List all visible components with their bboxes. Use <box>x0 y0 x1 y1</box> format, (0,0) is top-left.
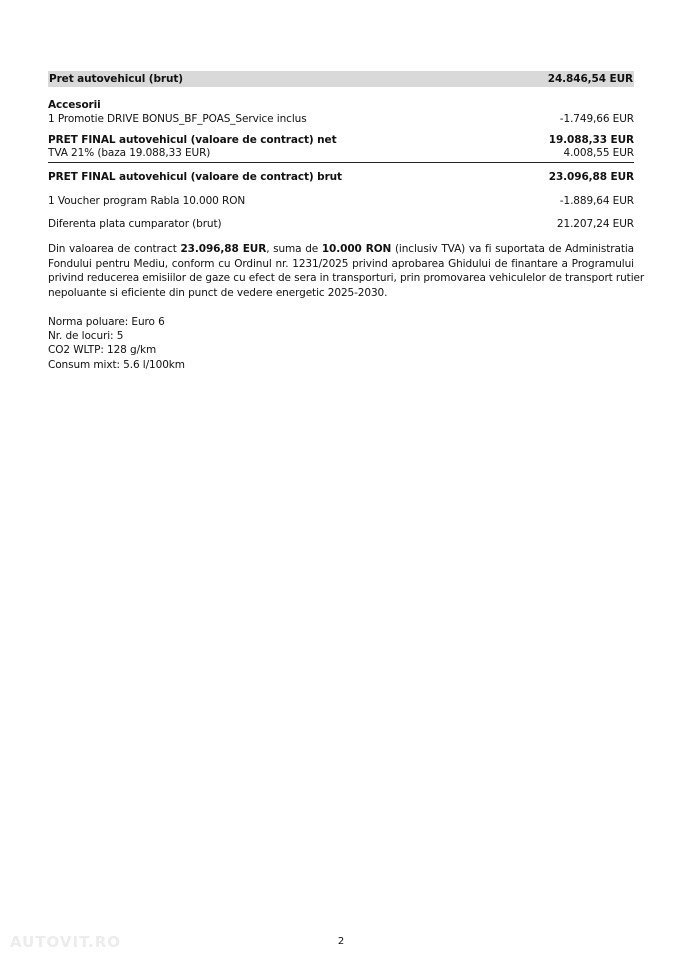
paragraph-line-1: Din valoarea de contract 23.096,88 EUR, suma de 10.000 RON (inclusiv TVA) va fi suportata de Administratia <box>48 243 635 255</box>
subsidy-amount: 10.000 RON <box>321 243 392 255</box>
final-net-row <box>48 134 634 146</box>
spec-consumption: Consum mixt: 5.6 l/100km <box>48 358 185 371</box>
vat-label: TVA 21% (baza 19.088,33 EUR) <box>48 147 211 159</box>
paragraph-line-4: nepoluante si eficiente din punct de vedere energetic 2025-2030. <box>48 286 388 299</box>
final-net-label: PRET FINAL autovehicul (valoare de contract) net <box>48 134 337 146</box>
paragraph-line-2: Fondului pentru Mediu, conform cu Ordinul nr. 1231/2025 privind aprobarea Ghidului de finantare a Programului <box>48 257 634 270</box>
final-gross-label: PRET FINAL autovehicul (valoare de contract) brut <box>48 171 342 183</box>
spec-co2: CO2 WLTP: 128 g/km <box>48 344 157 357</box>
price-gross-label: Pret autovehicul (brut) <box>49 73 183 85</box>
voucher-row <box>48 195 634 207</box>
watermark-logo: AUTOVIT.RO <box>10 933 122 951</box>
accessories-heading: Accesorii <box>48 99 101 111</box>
funding-paragraph <box>48 242 645 300</box>
paragraph-line-3: privind reducerea emisiilor de gaze cu efect de sera in transporturi, prin promovarea vehiculelor de transport rutier <box>48 272 645 284</box>
difference-value: 21.207,24 EUR <box>556 218 634 230</box>
vat-value: 4.008,55 EUR <box>563 147 634 159</box>
promotion-row <box>48 113 634 125</box>
voucher-value: -1.889,64 EUR <box>559 195 634 207</box>
vat-row <box>48 147 634 159</box>
final-gross-row <box>48 171 634 183</box>
price-gross-value: 24.846,54 EUR <box>547 73 633 85</box>
page-number: 2 <box>337 936 345 947</box>
spec-emission-norm: Norma poluare: Euro 6 <box>48 316 165 328</box>
promotion-label: 1 Promotie DRIVE BONUS_BF_POAS_Service inclus <box>48 113 307 125</box>
spec-seats: Nr. de locuri: 5 <box>48 330 124 343</box>
difference-label: Diferenta plata cumparator (brut) <box>48 218 222 230</box>
vehicle-specs <box>48 315 185 372</box>
voucher-label: 1 Voucher program Rabla 10.000 RON <box>48 195 246 207</box>
promotion-value: -1.749,66 EUR <box>559 113 634 125</box>
final-gross-value: 23.096,88 EUR <box>548 171 634 183</box>
difference-row <box>48 218 634 230</box>
final-net-value: 19.088,33 EUR <box>548 134 634 146</box>
divider-line <box>48 162 634 163</box>
contract-amount: 23.096,88 EUR <box>180 243 267 255</box>
price-gross-row <box>48 71 634 87</box>
